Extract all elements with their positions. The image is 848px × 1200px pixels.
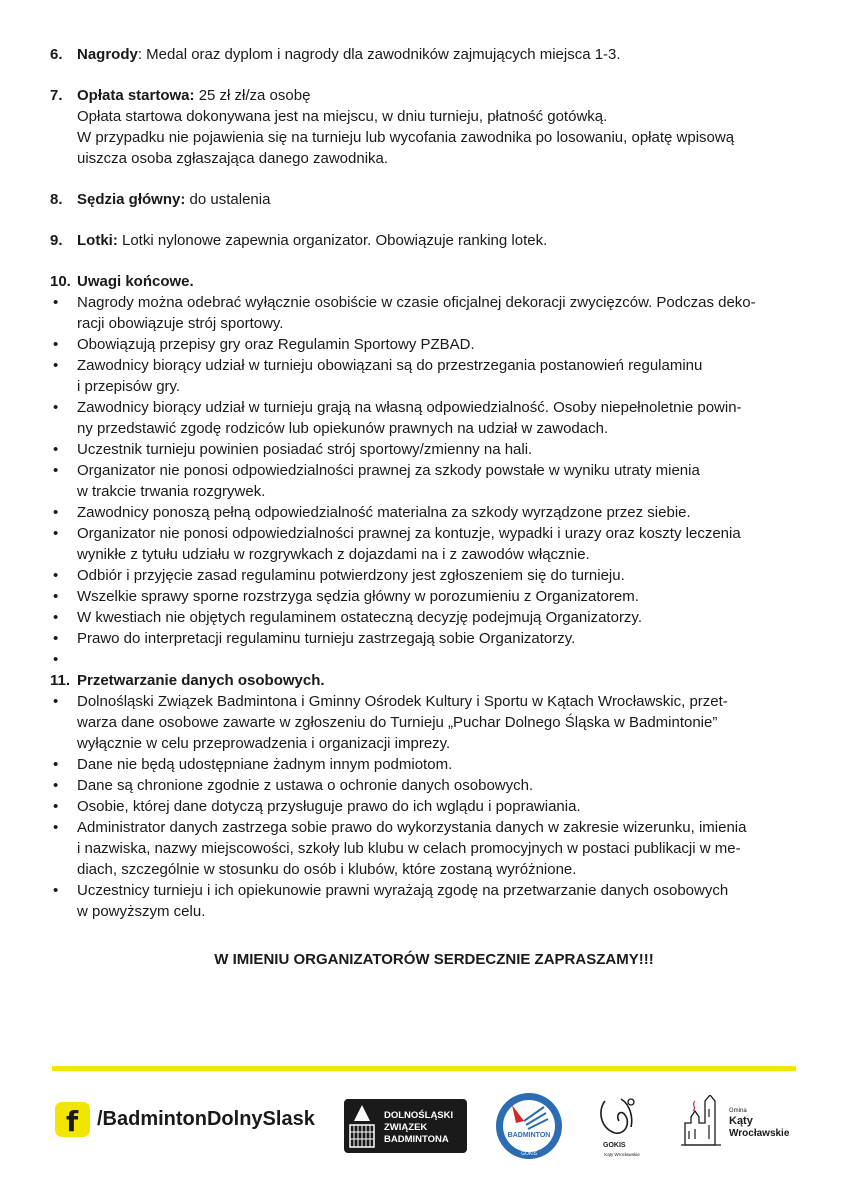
section-text: Lotki nylonowe zapewnia organizator. Obowiązuje ranking lotek.	[117, 232, 548, 249]
section-11-list	[0, 691, 848, 922]
section-10-heading	[0, 271, 848, 292]
bullet-line: diach, szczególnie w stosunku do osób i klubów, które zostaną wyróżnione.	[77, 861, 577, 878]
section-title: Nagrody	[77, 46, 138, 63]
badminton-circle-logo	[494, 1091, 564, 1161]
section-11-heading	[0, 670, 848, 691]
section-text: 25 zł zł/za osobę	[194, 87, 311, 104]
section-title: Przetwarzanie danych osobowych.	[77, 672, 325, 689]
bullet-line: Obowiązują przepisy gry oraz Regulamin Sportowy PZBAD.	[77, 336, 475, 353]
bullet-item	[0, 817, 848, 880]
bullet-item	[0, 460, 848, 502]
section-number: 10.	[50, 273, 71, 290]
bullet: •	[53, 336, 59, 353]
bullet-item	[0, 607, 848, 628]
katy-small: Gmina	[729, 1108, 747, 1114]
bullet: •	[53, 399, 59, 416]
bullet-line: Administrator danych zastrzega sobie prawo do wykorzystania danych w zakresie wizerunku, imienia	[77, 819, 747, 836]
bullet-item	[0, 691, 848, 754]
bullet-line: Zawodnicy ponoszą pełną odpowiedzialność materialna za szkody wyrządzone przez siebie.	[77, 504, 691, 521]
bullet-item	[0, 754, 848, 775]
bullet-item	[0, 523, 848, 565]
facebook-handle-link[interactable]: /BadmintonDolnySlask	[97, 1108, 315, 1130]
bullet-line: ny przedstawić zgodę rodziców lub opiekunów prawnych na udział w zawodach.	[77, 420, 609, 437]
dzb-line: DOLNOŚLĄSKI	[384, 1110, 454, 1121]
dolnoslaski-zwiazek-badmintona-logo	[344, 1099, 467, 1153]
section-line: W przypadku nie pojawienia się na turnieju lub wycofania zawodnika po losowaniu, opłatę wpisową	[77, 129, 735, 146]
bullet: •	[53, 567, 59, 584]
bullet-line: wynikłe z tytułu udziału w rozgrywkach z dojazdami na i z zawodów włącznie.	[77, 546, 590, 563]
gokis-sub: Kąty Wrocławskie	[604, 1152, 640, 1157]
bullet-item	[0, 628, 848, 649]
bullet-item	[0, 439, 848, 460]
section-line: Opłata startowa dokonywana jest na miejscu, w dniu turnieju, płatność gotówką.	[77, 108, 608, 125]
section-number: 6.	[50, 46, 63, 63]
section-title: Lotki:	[77, 232, 118, 249]
katy-line2: Wrocławskie	[729, 1128, 790, 1139]
bullet-line: warza dane osobowe zawarte w zgłoszeniu do Turnieju „Puchar Dolnego Śląska w Badmintonie”	[77, 714, 718, 731]
bullet: •	[53, 462, 59, 479]
section-10-list	[0, 292, 848, 649]
katy-line1: Kąty	[729, 1115, 753, 1127]
section-8	[0, 189, 848, 210]
bullet: •	[53, 882, 59, 899]
bullet-line: Prawo do interpretacji regulaminu turnieju zastrzegają sobie Organizatorzy.	[77, 630, 576, 647]
gokis-label: GOKIS	[603, 1142, 626, 1149]
closing-invitation: W IMIENIU ORGANIZATORÓW SERDECZNIE ZAPRASZAMY!!!	[214, 951, 654, 968]
dzb-line: ZWIĄZEK	[384, 1122, 428, 1133]
bullet-line: Osobie, której dane dotyczą przysługuje prawo do ich wglądu i poprawiania.	[77, 798, 581, 815]
bullet-line: Organizator nie ponosi odpowiedzialności prawnej za szkody powstałe w wyniku utraty mienia	[77, 462, 700, 479]
regulations-document	[0, 44, 848, 970]
section-number: 11.	[50, 672, 71, 689]
bullet: •	[53, 819, 59, 836]
bullet-line: wyłącznie w celu przeprowadzenia i organizacji imprezy.	[77, 735, 451, 752]
bullet-item	[0, 292, 848, 334]
bullet-line: Wszelkie sprawy sporne rozstrzyga sędzia główny w porozumieniu z Organizatorem.	[77, 588, 639, 605]
bullet: •	[53, 756, 59, 773]
section-text: : Medal oraz dyplom i nagrody dla zawodników zajmujących miejsca 1-3.	[137, 46, 621, 63]
bullet-line: racji obowiązuje strój sportowy.	[77, 315, 284, 332]
bullet-line: Dane nie będą udostępniane żadnym innym podmiotom.	[77, 756, 453, 773]
bullet-line: Dolnośląski Związek Badmintona i Gminny Ośrodek Kultury i Sportu w Kątach Wrocławskic, przet-	[77, 693, 728, 710]
bullet: •	[53, 357, 59, 374]
bullet: •	[53, 504, 59, 521]
bullet-line: Nagrody można odebrać wyłącznie osobiście w czasie oficjalnej dekoracji zwycięzców. Podczas deko-	[77, 294, 756, 311]
bullet-line: Dane są chronione zgodnie z ustawa o ochronie danych osobowych.	[77, 777, 534, 794]
section-text: do ustalenia	[185, 191, 271, 208]
bullet-line: w trakcie trwania rozgrywek.	[77, 483, 266, 500]
section-7	[0, 85, 848, 169]
bullet-line: Uczestnik turnieju powinien posiadać strój sportowy/zmienny na hali.	[77, 441, 533, 458]
facebook-icon[interactable]	[55, 1102, 90, 1137]
circle-logo-label: BADMINTON	[507, 1132, 551, 1139]
bullet: •	[53, 294, 59, 311]
bullet-line: Zawodnicy biorący udział w turnieju obowiązani są do przestrzegania postanowień regulaminu	[77, 357, 703, 374]
bullet-line: Uczestnicy turnieju i ich opiekunowie prawni wyrażają zgodę na przetwarzanie danych osobowych	[77, 882, 729, 899]
section-number: 7.	[50, 87, 63, 104]
bullet-item	[0, 355, 848, 397]
section-number: 9.	[50, 232, 63, 249]
empty-bullet-item	[0, 649, 848, 670]
bullet: •	[53, 525, 59, 542]
bullet: •	[53, 609, 59, 626]
section-title: Opłata startowa:	[77, 87, 195, 104]
bullet: •	[53, 798, 59, 815]
section-title: Sędzia główny:	[77, 191, 186, 208]
bullet-item	[0, 397, 848, 439]
bullet: •	[53, 651, 59, 668]
bullet-line: w powyższym celu.	[77, 903, 206, 920]
bullet-line: W kwestiach nie objętych regulaminem ostateczną decyzję podejmują Organizatorzy.	[77, 609, 642, 626]
section-6	[0, 44, 848, 65]
bullet-item	[0, 502, 848, 523]
katy-wroclawskie-logo	[681, 1095, 801, 1151]
bullet: •	[53, 441, 59, 458]
bullet-item	[0, 775, 848, 796]
bullet-line: i przepisów gry.	[77, 378, 181, 395]
bullet-line: i nazwiska, nazwy miejscowości, szkoły lub klubu w celach promocyjnych w postaci publikacji w me-	[77, 840, 741, 857]
bullet-item	[0, 586, 848, 607]
bullet: •	[53, 693, 59, 710]
dzb-line: BADMINTONA	[384, 1134, 449, 1145]
section-line: uiszcza osoba zgłaszająca danego zawodnika.	[77, 150, 389, 167]
bullet-item	[0, 565, 848, 586]
circle-logo-sub: GOKIS	[521, 1151, 537, 1157]
bullet-line: Odbiór i przyjęcie zasad regulaminu potwierdzony jest zgłoszeniem się do turnieju.	[77, 567, 625, 584]
bullet: •	[53, 630, 59, 647]
section-title: Uwagi końcowe.	[77, 273, 194, 290]
facebook-letter: f	[66, 1105, 79, 1138]
bullet-line: Organizator nie ponosi odpowiedzialności prawnej za kontuzje, wypadki i urazy oraz koszty leczenia	[77, 525, 741, 542]
section-number: 8.	[50, 191, 63, 208]
bullet-line: Zawodnicy biorący udział w turnieju grają na własną odpowiedzialność. Osoby niepełnoletnie powin-	[77, 399, 742, 416]
bullet-item	[0, 796, 848, 817]
gokis-logo	[591, 1093, 653, 1159]
bullet-item	[0, 880, 848, 922]
bullet: •	[53, 777, 59, 794]
footer-divider	[52, 1066, 796, 1071]
bullet-item	[0, 334, 848, 355]
section-9	[0, 230, 848, 251]
bullet: •	[53, 588, 59, 605]
